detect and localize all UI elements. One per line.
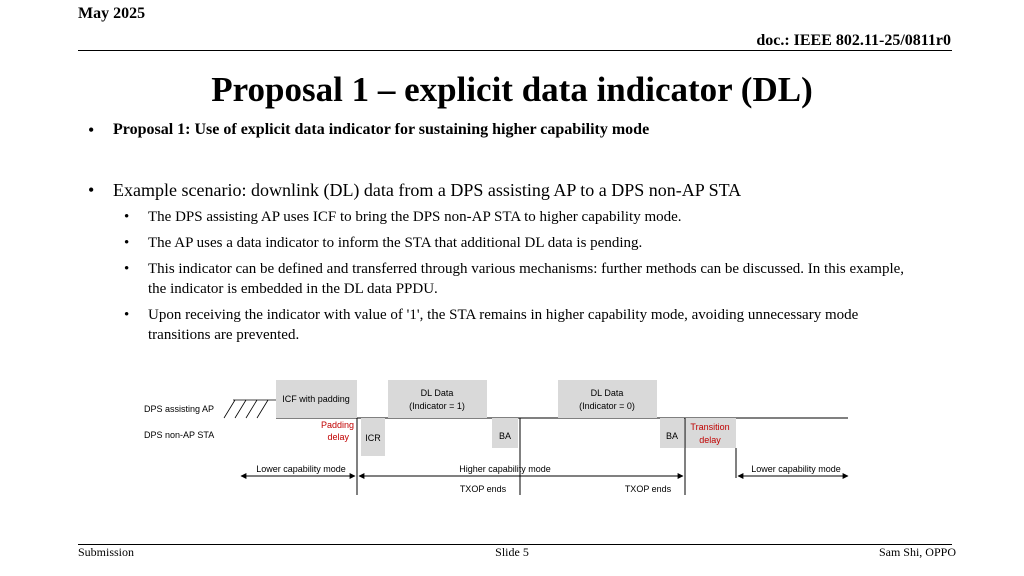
header-date: May 2025 — [78, 5, 146, 22]
sub-bullet-dot: • — [124, 261, 130, 277]
footer-slide-number: Slide 5 — [495, 545, 529, 559]
higher-mode-label: Higher capability mode — [459, 464, 551, 474]
dl-data-2-label: DL Data — [590, 388, 624, 398]
sub-bullet-text: The AP uses a data indicator to inform the STA that additional DL data is pending. — [148, 235, 643, 251]
dl-data-frame-2 — [558, 380, 657, 418]
bullet-proposal-text: Proposal 1: Use of explicit data indicator for sustaining higher capability mode — [113, 121, 650, 138]
padding-label: Padding — [320, 420, 354, 430]
sub-bullet-dot: • — [124, 209, 130, 225]
bullet-dot: • — [88, 180, 95, 200]
txop-end-label-2: TXOP ends — [624, 484, 672, 494]
transition-label: Transition — [690, 422, 730, 432]
dl-data-frame-1 — [388, 380, 487, 418]
slide-title: Proposal 1 – explicit data indicator (DL) — [211, 70, 813, 109]
dl-data-2-indicator: (Indicator = 0) — [579, 401, 635, 411]
ba-2-label: BA — [665, 431, 679, 441]
ba-1-label: BA — [498, 431, 512, 441]
header-doc-id: doc.: IEEE 802.11-25/0811r0 — [756, 32, 951, 49]
sub-bullet-text: Upon receiving the indicator with value of '1', the STA remains in higher capability mode, avoiding unnecessary mode transitions are prevented. — [148, 307, 859, 343]
icr-label: ICR — [365, 433, 381, 443]
txop-end-label-1: TXOP ends — [459, 484, 507, 494]
bullet-dot: • — [88, 120, 95, 140]
sub-bullet-text: The DPS assisting AP uses ICF to bring the DPS non-AP STA to higher capability mode. — [148, 209, 682, 225]
sta-label: DPS non-AP STA — [144, 430, 215, 440]
sub-bullet-dot: • — [124, 235, 130, 251]
lower-mode-label-2: Lower capability mode — [751, 464, 841, 474]
padding-delay-label: delay — [327, 432, 349, 442]
dl-data-1-label: DL Data — [420, 388, 454, 398]
transition-delay-label: delay — [699, 435, 721, 445]
footer-submission: Submission — [78, 545, 135, 559]
bullet-scenario-text: Example scenario: downlink (DL) data from a DPS assisting AP to a DPS non-AP STA — [113, 180, 742, 200]
ap-label: DPS assisting AP — [144, 404, 215, 414]
backoff-hatch — [224, 400, 276, 418]
footer-author: Sam Shi, OPPO — [878, 545, 956, 559]
lower-mode-label-1: Lower capability mode — [256, 464, 346, 474]
icf-label: ICF with padding — [282, 394, 350, 404]
dl-data-1-indicator: (Indicator = 1) — [409, 401, 465, 411]
sub-bullet-dot: • — [124, 307, 130, 323]
sub-bullet-text: This indicator can be defined and transferred through various mechanisms: further methods can be discussed. In this example, the indicator is embedded in the DL data PPDU. — [148, 261, 905, 297]
